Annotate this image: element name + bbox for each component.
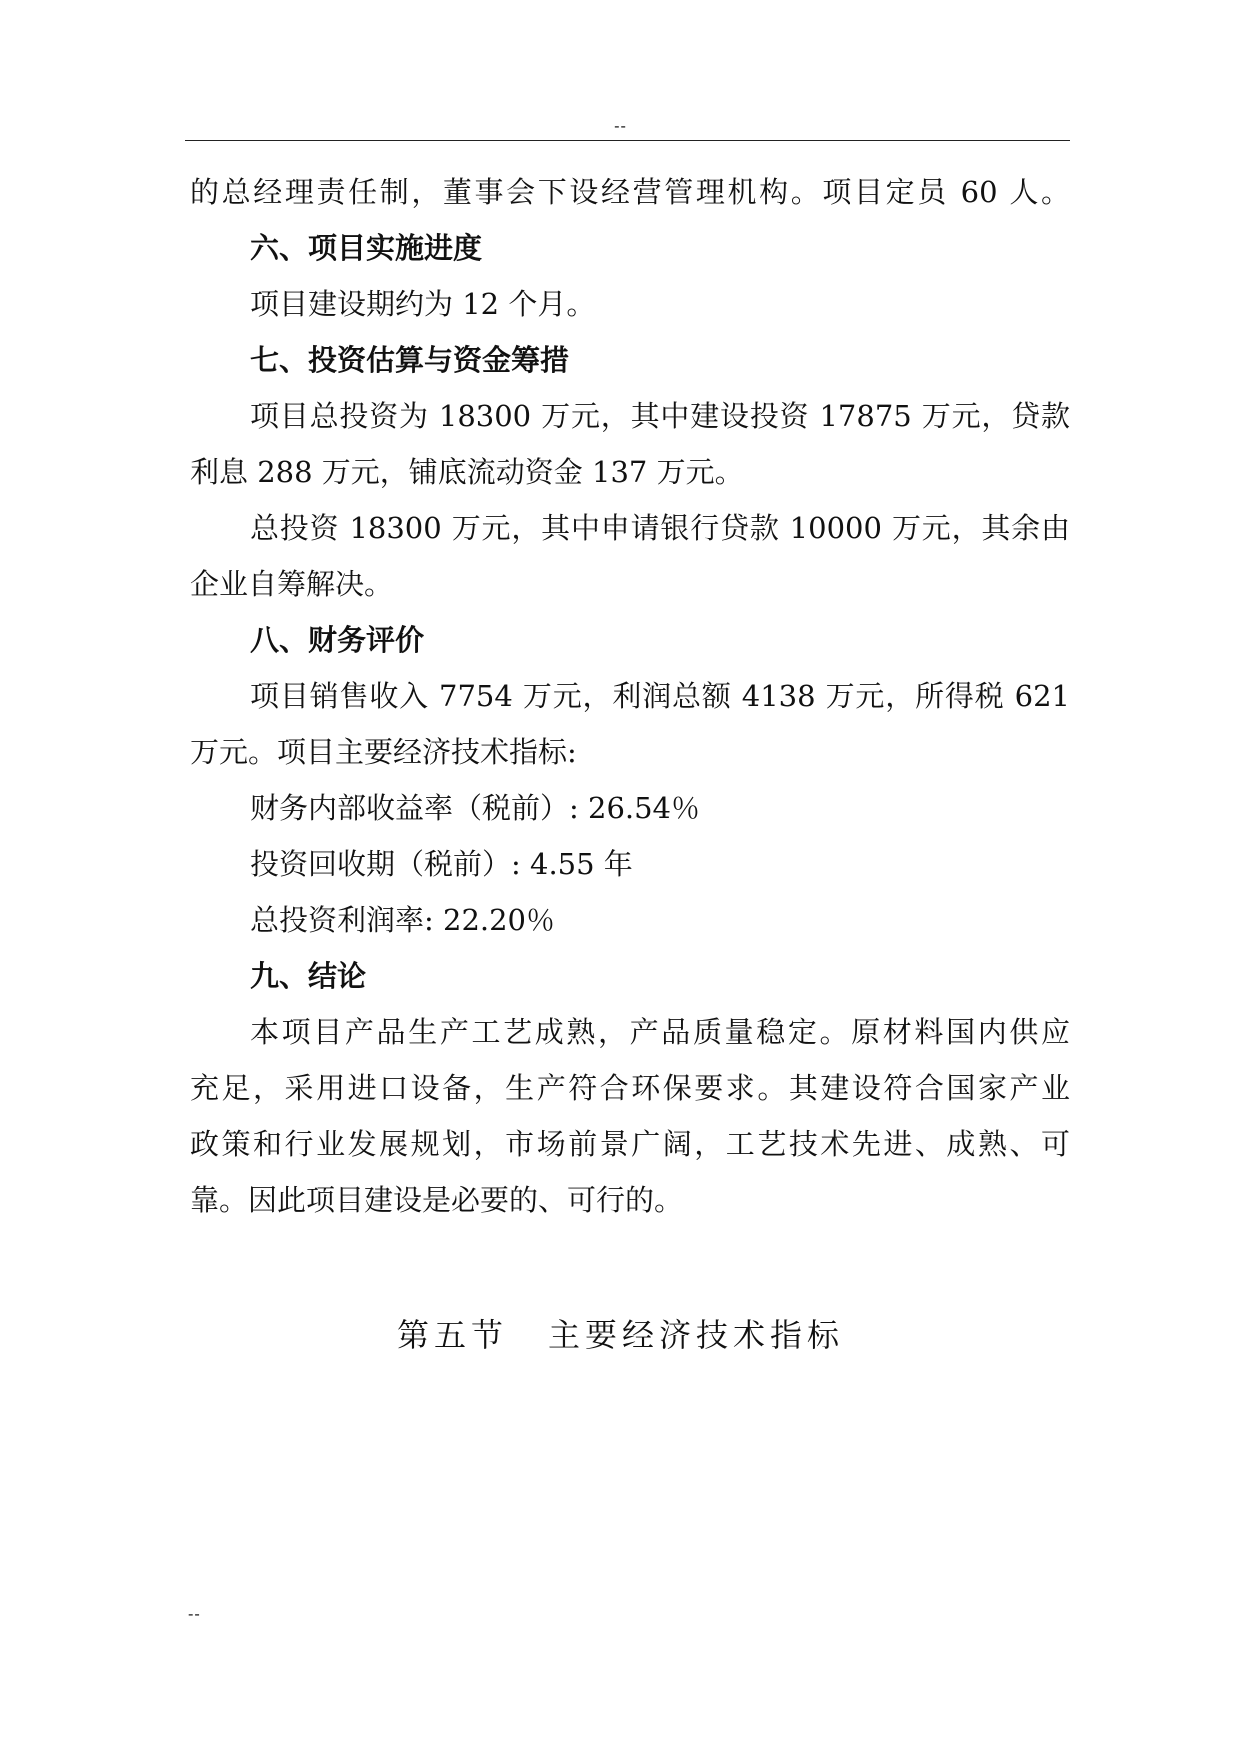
paragraph-line: 本项目产品生产工艺成熟，产品质量稳定。原材料国内供应 [250, 1015, 1070, 1049]
paragraph-line: 利息 288 万元，铺底流动资金 137 万元。 [190, 455, 744, 489]
heading-investment-estimate: 七、投资估算与资金筹措 [250, 343, 570, 377]
heading-implementation-schedule: 六、项目实施进度 [250, 231, 483, 265]
paragraph-line: 的总经理责任制，董事会下设经营管理机构。项目定员 60 人。 [190, 175, 1070, 209]
paragraph-line: 靠。因此项目建设是必要的、可行的。 [190, 1183, 684, 1217]
paragraph-line: 项目销售收入 7754 万元，利润总额 4138 万元，所得税 621 [250, 679, 1070, 713]
paragraph-line: 充足，采用进口设备，生产符合环保要求。其建设符合国家产业 [190, 1071, 1070, 1105]
heading-conclusion: 九、结论 [250, 959, 367, 993]
paragraph-line: 企业自筹解决。 [190, 567, 394, 601]
indicator-payback-period: 投资回收期（税前）: 4.55 年 [250, 847, 633, 881]
paragraph-line: 政策和行业发展规划，市场前景广阔，工艺技术先进、成熟、可 [190, 1127, 1070, 1161]
indicator-irr: 财务内部收益率（税前）: 26.54％ [250, 791, 701, 825]
section-title [0, 1310, 1241, 1356]
header-divider [185, 140, 1070, 141]
paragraph-line: 总投资 18300 万元，其中申请银行贷款 10000 万元，其余由 [250, 511, 1070, 545]
heading-financial-evaluation: 八、财务评价 [250, 623, 425, 657]
paragraph-line: 项目总投资为 18300 万元，其中建设投资 17875 万元，贷款 [250, 399, 1070, 433]
section-number: 第五节 [396, 1316, 508, 1354]
paragraph-line: 项目建设期约为 12 个月。 [250, 287, 596, 321]
page-footer-mark: -- [188, 1604, 201, 1623]
indicator-profit-rate: 总投资利润率: 22.20％ [250, 903, 556, 937]
page-header-mark: -- [614, 116, 627, 135]
paragraph-line: 万元。项目主要经济技术指标: [190, 735, 577, 769]
section-heading: 主要经济技术指标 [548, 1316, 845, 1354]
document-body [190, 164, 1070, 1228]
